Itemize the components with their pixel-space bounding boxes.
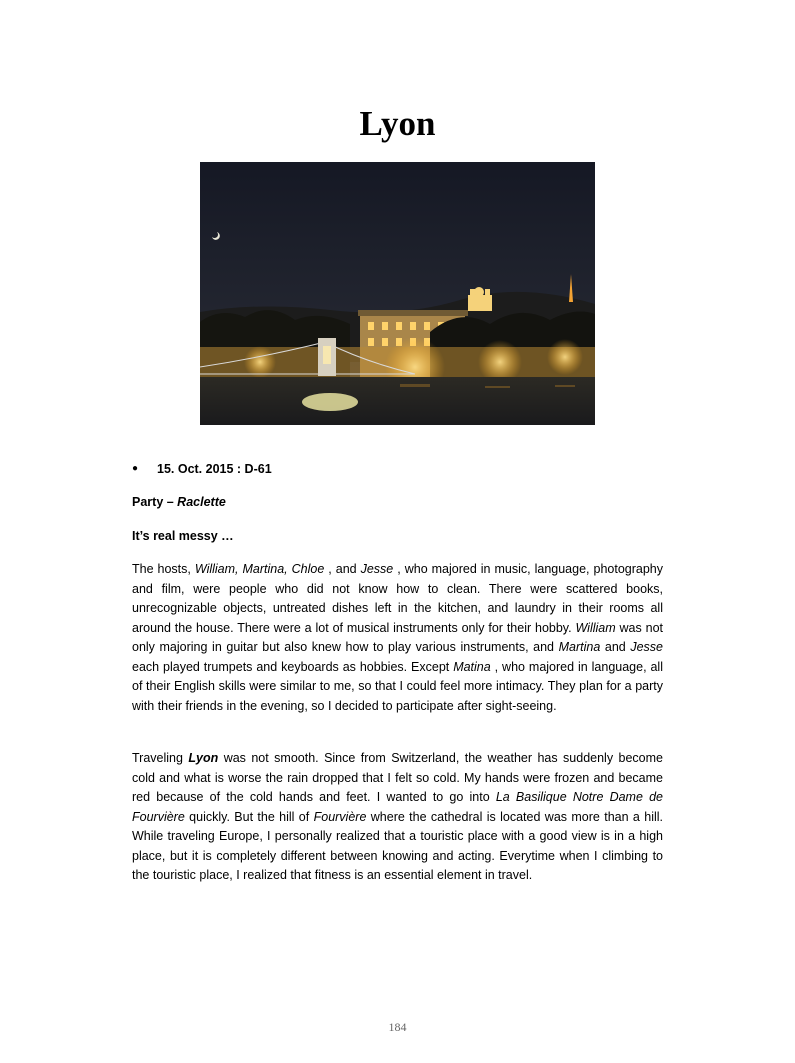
entry-subtitle: It’s real messy … [132,529,234,543]
page-number: 184 [388,1020,407,1034]
party-item: Raclette [177,495,226,509]
lyon-night-photo [200,162,595,425]
paragraph-traveling: Traveling Lyon was not smooth. Since from Switzerland, the weather has suddenly become cold and what is worse the rain dropped that I felt so cold. My hands were frozen and became red because of the cold hands and feet. I wanted to go into La Basilique Notre Dame de Fourvière quickly. But the hill of Fourvière where the cathedral is located was more than a hill. While traveling Europe, I personally realized that a touristic place with a good view is in a high place, but it is completely different between knowing and acting. Everytime when I climbing to the touristic place, I realized that fitness is an essential element in travel. [132,751,664,882]
paragraph-hosts: The hosts, William, Martina, Chloe , and Jesse , who majored in music, language, photography and film, were people who did not know how to clean. There were scattered books, unrecognizable objects, untreated dishes left in the kitchen, and laundry in their rooms all around the house. There were a lot of musical instruments only for their hobby. William was not only majoring in guitar but also knew how to play various instruments, and Martina and Jesse each played trumpets and keyboards as hobbies. Except Matina , who majored in language, all of their English skills were similar to me, so that I could feel more intimacy. They plan for a party with their friends in the evening, so I decided to participate after sight-seeing. [132,562,663,713]
party-label: Party – [132,495,178,509]
page-title: Lyon [359,104,436,143]
party-heading [132,494,672,510]
entry-date: 15. Oct. 2015 : D-61 [157,462,272,476]
bullet-icon: ● [132,463,139,474]
